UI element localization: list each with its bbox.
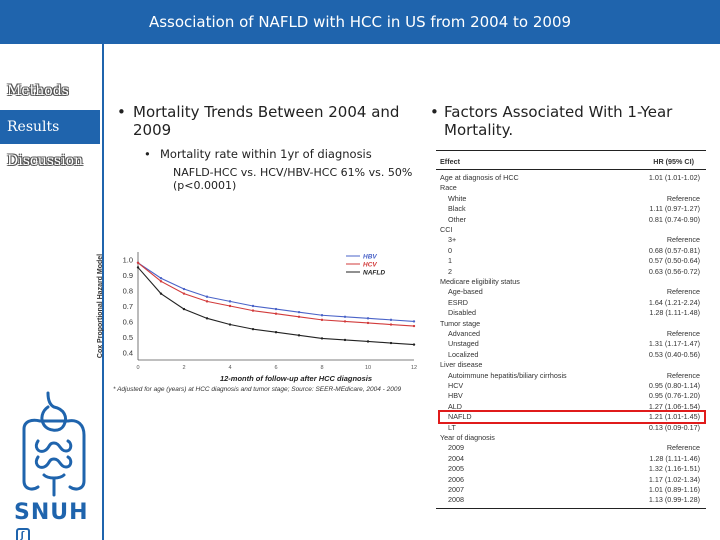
x-tick-label: 8 (320, 365, 324, 371)
row-hr-value: Reference (666, 287, 700, 297)
data-point-nafld (298, 334, 300, 336)
data-point-hcv (183, 292, 185, 294)
digestive-tract-icon (4, 385, 100, 497)
row-hr-value: 0.95 (0.76-1.20) (648, 391, 700, 401)
data-point-hbv (183, 288, 185, 290)
row-effect: 2008 (448, 495, 464, 505)
row-effect: 2007 (448, 485, 464, 494)
bullet-icon: • (144, 147, 151, 161)
table-row (436, 298, 706, 308)
data-point-nafld (321, 337, 323, 339)
row-hr-value: 1.31 (1.17-1.47) (648, 339, 700, 349)
data-point-hcv (252, 309, 254, 311)
data-point-nafld (367, 340, 369, 342)
x-tick-label: 6 (274, 365, 278, 371)
data-point-hbv (160, 277, 162, 279)
bullet-factors (430, 103, 700, 139)
row-hr-value: 1.11 (0.97-1.27) (649, 204, 700, 214)
bullet-mortality-rate (144, 147, 414, 161)
table-row (436, 350, 706, 360)
row-hr-value: Reference (666, 443, 700, 453)
data-point-hbv (275, 308, 277, 310)
y-tick-label: 0.8 (122, 286, 133, 296)
hospital-logo (4, 385, 100, 540)
data-point-hcv (137, 262, 139, 264)
data-point-hcv (367, 322, 369, 324)
brand-text: SNUH (14, 500, 89, 525)
table-row (436, 225, 706, 235)
row-hr-value: 1.28 (1.11-1.48) (649, 308, 700, 318)
nav-item-methods[interactable] (0, 74, 100, 108)
data-point-nafld (344, 339, 346, 341)
brand-mark-icon: ʃ (16, 528, 30, 540)
table-row (436, 287, 706, 297)
table-row (436, 256, 706, 266)
row-effect: Disabled (448, 308, 476, 318)
table-row (436, 495, 706, 505)
row-effect: Localized (448, 349, 479, 359)
row-effect: LT (448, 422, 456, 432)
bullet-text: Mortality rate within 1yr of diagnosis (160, 147, 372, 161)
table-row (436, 391, 706, 401)
data-point-nafld (160, 292, 162, 294)
data-point-hbv (298, 311, 300, 313)
data-point-nafld (413, 343, 415, 345)
y-tick-label: 0.7 (122, 302, 133, 311)
row-hr-value: 1.64 (1.21-2.24) (648, 297, 700, 307)
data-point-hcv (160, 280, 162, 282)
y-tick-label: 0.9 (122, 271, 133, 281)
row-effect: Liver disease (440, 360, 483, 370)
row-effect: 2009 (448, 443, 464, 453)
hazard-ratio-table (436, 150, 706, 522)
data-point-nafld (229, 323, 231, 325)
data-point-hcv (321, 319, 323, 321)
row-hr-value: 1.21 (1.01-1.45) (648, 412, 700, 422)
table-row (436, 454, 706, 464)
row-effect: Race (440, 183, 457, 193)
table-row (436, 194, 706, 204)
row-effect: 2006 (448, 474, 464, 484)
row-effect: Medicare eligibility status (440, 277, 520, 286)
data-point-hbv (390, 319, 392, 321)
data-point-hbv (229, 300, 231, 302)
nav-label: Methods (7, 83, 69, 99)
row-effect: ESRD (448, 297, 468, 307)
bullet-text: Mortality Trends Between 2004 and 2009 (133, 103, 400, 139)
row-effect: 3+ (448, 235, 457, 245)
data-point-hcv (390, 323, 392, 325)
table-row (436, 204, 706, 214)
bullet-icon: • (430, 103, 439, 121)
x-tick-label: 4 (228, 365, 232, 371)
table-row (436, 464, 706, 474)
row-effect: Autoimmune hepatitis/biliary cirrhosis (448, 370, 567, 380)
row-effect: Tumor stage (440, 318, 481, 328)
table-row (436, 371, 706, 381)
bullet-text: Factors Associated With 1-Year Mortality. (444, 103, 673, 139)
table-row (436, 246, 706, 256)
data-point-nafld (183, 308, 185, 310)
row-effect: HCV (448, 381, 464, 390)
data-point-hcv (298, 316, 300, 318)
y-tick-label: 0.4 (122, 348, 133, 358)
row-hr-value: 0.53 (0.40-0.56) (648, 349, 700, 359)
row-effect: 0 (448, 245, 452, 255)
row-hr-value: 0.68 (0.57-0.81) (648, 245, 700, 255)
table-row (436, 360, 706, 370)
row-effect: 2004 (448, 453, 464, 463)
row-effect: NAFLD (448, 412, 472, 422)
table-row (436, 173, 706, 183)
table-row (436, 235, 706, 245)
row-hr-value: 1.32 (1.16-1.51) (648, 464, 700, 474)
legend-label-hcv: HCV (363, 261, 377, 269)
table-row (436, 267, 706, 277)
x-tick-label: 0 (136, 365, 140, 371)
y-tick-label: 1.0 (122, 255, 133, 265)
mortality-comparison: NAFLD-HCC vs. HCV/HBV-HCC 61% vs. 50% (p<0.0001) (173, 166, 413, 192)
table-bottom-rule (436, 508, 706, 509)
row-effect: Other (448, 214, 466, 224)
slide-title: Association of NAFLD with HCC in US from 2004 to 2009 (148, 13, 572, 31)
row-hr-value: 1.13 (0.99-1.28) (648, 495, 700, 505)
data-point-hcv (206, 300, 208, 302)
row-effect: Age at diagnosis of HCC (440, 173, 519, 182)
header-effect: Effect (440, 157, 460, 166)
row-effect: Age-based (448, 287, 483, 297)
hazard-line-chart (92, 238, 422, 410)
row-hr-value: 1.28 (1.11-1.46) (649, 453, 700, 463)
row-hr-value: 0.81 (0.74-0.90) (648, 214, 700, 224)
row-hr-value: 0.63 (0.56-0.72) (648, 266, 700, 276)
chart-footnote: * Adjusted for age (years) at HCC diagnosis and tumor stage; Source: SEER-MEdicare, 2004 - 2009 (113, 386, 402, 393)
header-hr: HR (95% CI) (653, 157, 694, 166)
table-row (436, 433, 706, 443)
row-effect: Year of diagnosis (440, 433, 495, 442)
nav-item-discussion[interactable] (0, 144, 100, 178)
y-tick-label: 0.6 (122, 317, 133, 327)
row-hr-value: Reference (666, 370, 700, 380)
data-point-hbv (206, 296, 208, 298)
legend-label-nafld: NAFLD (363, 269, 386, 277)
table-row (436, 215, 706, 225)
row-hr-value: 1.01 (1.01-1.02) (648, 173, 700, 182)
table-row (436, 308, 706, 318)
data-point-nafld (206, 317, 208, 319)
row-hr-value: Reference (666, 235, 700, 245)
row-effect: Advanced (448, 329, 480, 338)
data-point-nafld (137, 266, 139, 268)
brand-logo (14, 500, 100, 540)
row-hr-value: Reference (666, 329, 700, 338)
data-point-nafld (252, 328, 254, 330)
nav-item-results[interactable] (0, 110, 100, 144)
data-point-nafld (275, 331, 277, 333)
y-axis-label: Cox Proportional Hazard Model (97, 253, 104, 359)
y-tick-label: 0.5 (122, 332, 133, 342)
row-hr-value: 0.13 (0.09-0.17) (648, 422, 700, 432)
row-hr-value: 0.57 (0.50-0.64) (648, 256, 700, 266)
row-hr-value: Reference (666, 193, 700, 203)
data-point-hcv (229, 305, 231, 307)
bullet-icon: • (117, 103, 126, 121)
table-row (436, 443, 706, 453)
table-row (436, 339, 706, 349)
x-tick-label: 2 (182, 365, 186, 371)
row-hr-value: 1.17 (1.02-1.34) (648, 474, 700, 484)
data-point-hcv (413, 325, 415, 327)
table-row (436, 485, 706, 495)
data-point-hbv (367, 317, 369, 319)
row-hr-value: 0.95 (0.80-1.14) (648, 381, 700, 390)
title-bar (0, 0, 720, 44)
table-row (436, 381, 706, 391)
row-effect: Unstaged (448, 339, 479, 349)
table-row (436, 277, 706, 287)
data-point-hbv (413, 320, 415, 322)
row-effect: 2005 (448, 464, 464, 474)
table-row (436, 319, 706, 329)
table-row (436, 329, 706, 339)
table-header (436, 150, 706, 170)
x-axis-label: 12-month of follow-up after HCC diagnosis (219, 374, 373, 383)
table-row (436, 475, 706, 485)
row-effect: Black (448, 204, 466, 214)
row-effect: HBV (448, 391, 463, 401)
data-point-hcv (344, 320, 346, 322)
row-effect: 1 (448, 256, 452, 266)
data-point-hcv (275, 313, 277, 315)
data-point-nafld (390, 342, 392, 344)
row-effect: CCI (440, 225, 453, 234)
nav-label: Discussion (7, 153, 84, 169)
data-point-hbv (321, 314, 323, 316)
table-row (436, 183, 706, 193)
row-hr-value: 1.01 (0.89-1.16) (648, 485, 700, 494)
row-effect: 2 (448, 266, 452, 276)
legend-label-hbv: HBV (363, 253, 377, 261)
nav-label: Results (7, 119, 60, 135)
x-tick-label: 10 (364, 365, 372, 371)
row-hr-value: 1.27 (1.06-1.54) (648, 401, 700, 411)
row-effect: ALD (448, 401, 462, 411)
data-point-hbv (252, 305, 254, 307)
x-tick-label: 12 (410, 365, 418, 371)
sidebar (0, 44, 104, 540)
bullet-mortality-trends (117, 103, 407, 139)
data-point-hbv (344, 316, 346, 318)
table-row (436, 423, 706, 433)
row-effect: White (448, 193, 467, 203)
